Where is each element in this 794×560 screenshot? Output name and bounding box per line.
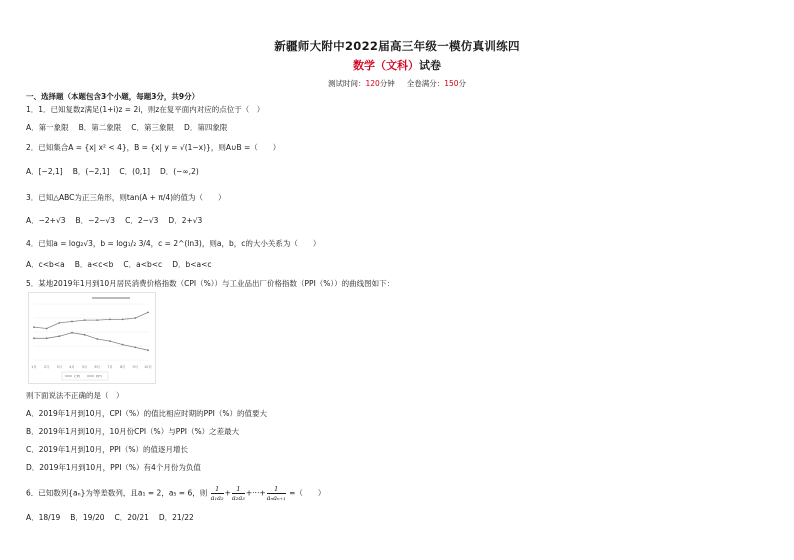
score-label: 全卷满分：	[406, 79, 445, 88]
q1-option-b[interactable]: B．第二象限	[78, 123, 122, 132]
exam-title: 新疆师大附中2022届高三年级一模仿真训练四	[274, 39, 520, 53]
chart-point-ppi	[109, 340, 111, 342]
q4-option-c[interactable]: C．a<b<c	[123, 260, 163, 269]
q6-frac-n: $\frac{1}{\text{aₙaₙ₊₁}}$	[266, 485, 286, 502]
q6-stem: 6．已知数列{aₙ}为等差数列，且a₁ = 2，a₅ = 6，则 $\frac{1}{\text{a₁a₂}}$ + $\frac{1}{\text{a₂a₃}}$ +···+ $\frac{1}{\text{aₙaₙ₊₁}}$ =（ ）	[26, 485, 326, 502]
subject-suffix: 试卷	[419, 59, 441, 72]
q1-option-d[interactable]: D．第四象限	[184, 123, 228, 132]
exam-subtitle	[0, 57, 794, 73]
chart-point-cpi	[147, 312, 149, 314]
subject-label: 数学（文科）	[353, 59, 419, 72]
chart-point-ppi	[134, 347, 136, 349]
chart-point-ppi	[46, 337, 48, 339]
chart-point-cpi	[58, 322, 60, 324]
time-label: 测试时间：	[327, 79, 366, 88]
q5-option-c[interactable]: C．2019年1月到10月，PPI（%）的值逐月增长	[26, 445, 189, 454]
q3-option-b[interactable]: B．−2−√3	[75, 216, 116, 225]
q4-options	[26, 259, 222, 270]
time-value: 120	[365, 79, 380, 88]
chart-point-ppi	[147, 349, 149, 351]
q6-stem-start: 6．已知数列{aₙ}为等差数列，且a₁ = 2，a₅ = 6，则	[26, 488, 208, 498]
q3-option-a[interactable]: A．−2+√3	[26, 216, 66, 225]
q3-option-d[interactable]: D．2+√3	[168, 216, 203, 225]
q5-option-b[interactable]: B．2019年1月到10月，10月份CPI（%）与PPI（%）之差最大	[26, 427, 240, 436]
q5-follow: 则下面说法不正确的是（ ）	[26, 391, 124, 400]
chart-x-tick-label: 6月	[94, 365, 101, 369]
chart-point-cpi	[71, 321, 73, 323]
q6-frac-2: $\frac{1}{\text{a₂a₃}}$	[231, 485, 245, 502]
q5-option-a[interactable]: A．2019年1月到10月，CPI（%）的值比相应时期的PPI（%）的值要大	[26, 409, 268, 418]
chart-x-tick-label: 4月	[69, 365, 75, 369]
chart-legend-label: PPI	[96, 373, 102, 379]
q1-options	[26, 122, 237, 133]
exam-meta	[0, 78, 794, 89]
chart-point-ppi	[58, 335, 60, 337]
time-unit: 分钟	[379, 79, 395, 88]
q6-option-b[interactable]: B．19/20	[70, 513, 105, 522]
q4-option-a[interactable]: A．c<b<a	[26, 260, 65, 269]
chart-point-ppi	[33, 337, 35, 339]
chart-point-cpi	[96, 319, 98, 321]
q6-option-c[interactable]: C．20/21	[114, 513, 149, 522]
chart-legend	[62, 372, 108, 380]
chart-point-ppi	[84, 334, 86, 336]
score-value: 150	[444, 79, 459, 88]
q6-option-d[interactable]: D．21/22	[158, 513, 194, 522]
chart-point-cpi	[134, 317, 136, 319]
q4-option-b[interactable]: B．a<c<b	[74, 260, 114, 269]
q1-stem: 1．1．已知复数z满足(1+i)z = 2i，则z在复平面内对应的点位于（ ）	[26, 105, 265, 114]
chart-point-cpi	[46, 328, 48, 330]
chart-x-tick-label: 5月	[81, 365, 88, 369]
chart-x-tick-label: 2月	[43, 365, 50, 369]
q2-option-b[interactable]: B．(−2,1]	[72, 167, 110, 176]
q2-option-d[interactable]: D．(−∞,2)	[159, 167, 199, 176]
chart-point-ppi	[96, 338, 98, 340]
q6-frac-1: $\frac{1}{\text{a₁a₂}}$	[210, 485, 224, 502]
q5-stem: 5．某地2019年1月到10月居民消费价格指数（CPI（%））与工业品出厂价格指数（PPI（%））的曲线图如下：	[26, 279, 395, 288]
chart-x-tick-label: 3月	[56, 365, 63, 369]
q2-stem: 2．已知集合A = {x| x² < 4}，B = {x| y = √(1−x)}，则A∪B =（ ）	[26, 143, 281, 152]
chart-point-cpi	[109, 319, 111, 321]
q1-option-c[interactable]: C．第三象限	[131, 123, 175, 132]
q3-stem: 3．已知△ABC为正三角形，则tan(A + π/4)的值为（ ）	[26, 193, 226, 202]
score-unit: 分	[458, 79, 467, 88]
chart-point-ppi	[122, 344, 124, 346]
q1-option-a[interactable]: A．第一象限	[26, 123, 69, 132]
chart-x-tick-label: 1月	[31, 365, 37, 369]
q3-options	[26, 215, 212, 226]
q2-options	[26, 166, 209, 177]
chart-x-tick-label: 8月	[119, 365, 126, 369]
q4-option-d[interactable]: D．b<a<c	[172, 260, 212, 269]
chart-x-tick-label: 10月	[144, 365, 152, 369]
q6-option-a[interactable]: A．18/19	[26, 513, 61, 522]
cpi-ppi-line-chart	[28, 292, 156, 384]
q2-option-a[interactable]: A．[−2,1]	[26, 167, 63, 176]
chart-point-cpi	[33, 326, 35, 328]
chart-x-tick-label: 7月	[107, 365, 113, 369]
chart-point-ppi	[71, 332, 73, 334]
chart-legend-label: CPI	[74, 373, 81, 379]
q6-options	[26, 512, 204, 523]
section-heading: 一、选择题（本题包含3个小题，每题3分，共9分）	[26, 92, 200, 101]
q6-stem-end: =（ ）	[289, 488, 326, 498]
q5-option-d[interactable]: D．2019年1月到10月，PPI（%）有4个月份为负值	[26, 463, 201, 472]
chart-point-cpi	[84, 319, 86, 321]
q3-option-c[interactable]: C．2−√3	[125, 216, 159, 225]
chart-x-tick-label: 9月	[132, 365, 139, 369]
q2-option-c[interactable]: C．(0,1]	[119, 167, 150, 176]
chart-point-cpi	[122, 319, 124, 321]
q4-stem: 4．已知a = log₂√3，b = log₁/₂ 3/4，c = 2^(ln3)，则a，b，c的大小关系为（ ）	[26, 239, 321, 248]
